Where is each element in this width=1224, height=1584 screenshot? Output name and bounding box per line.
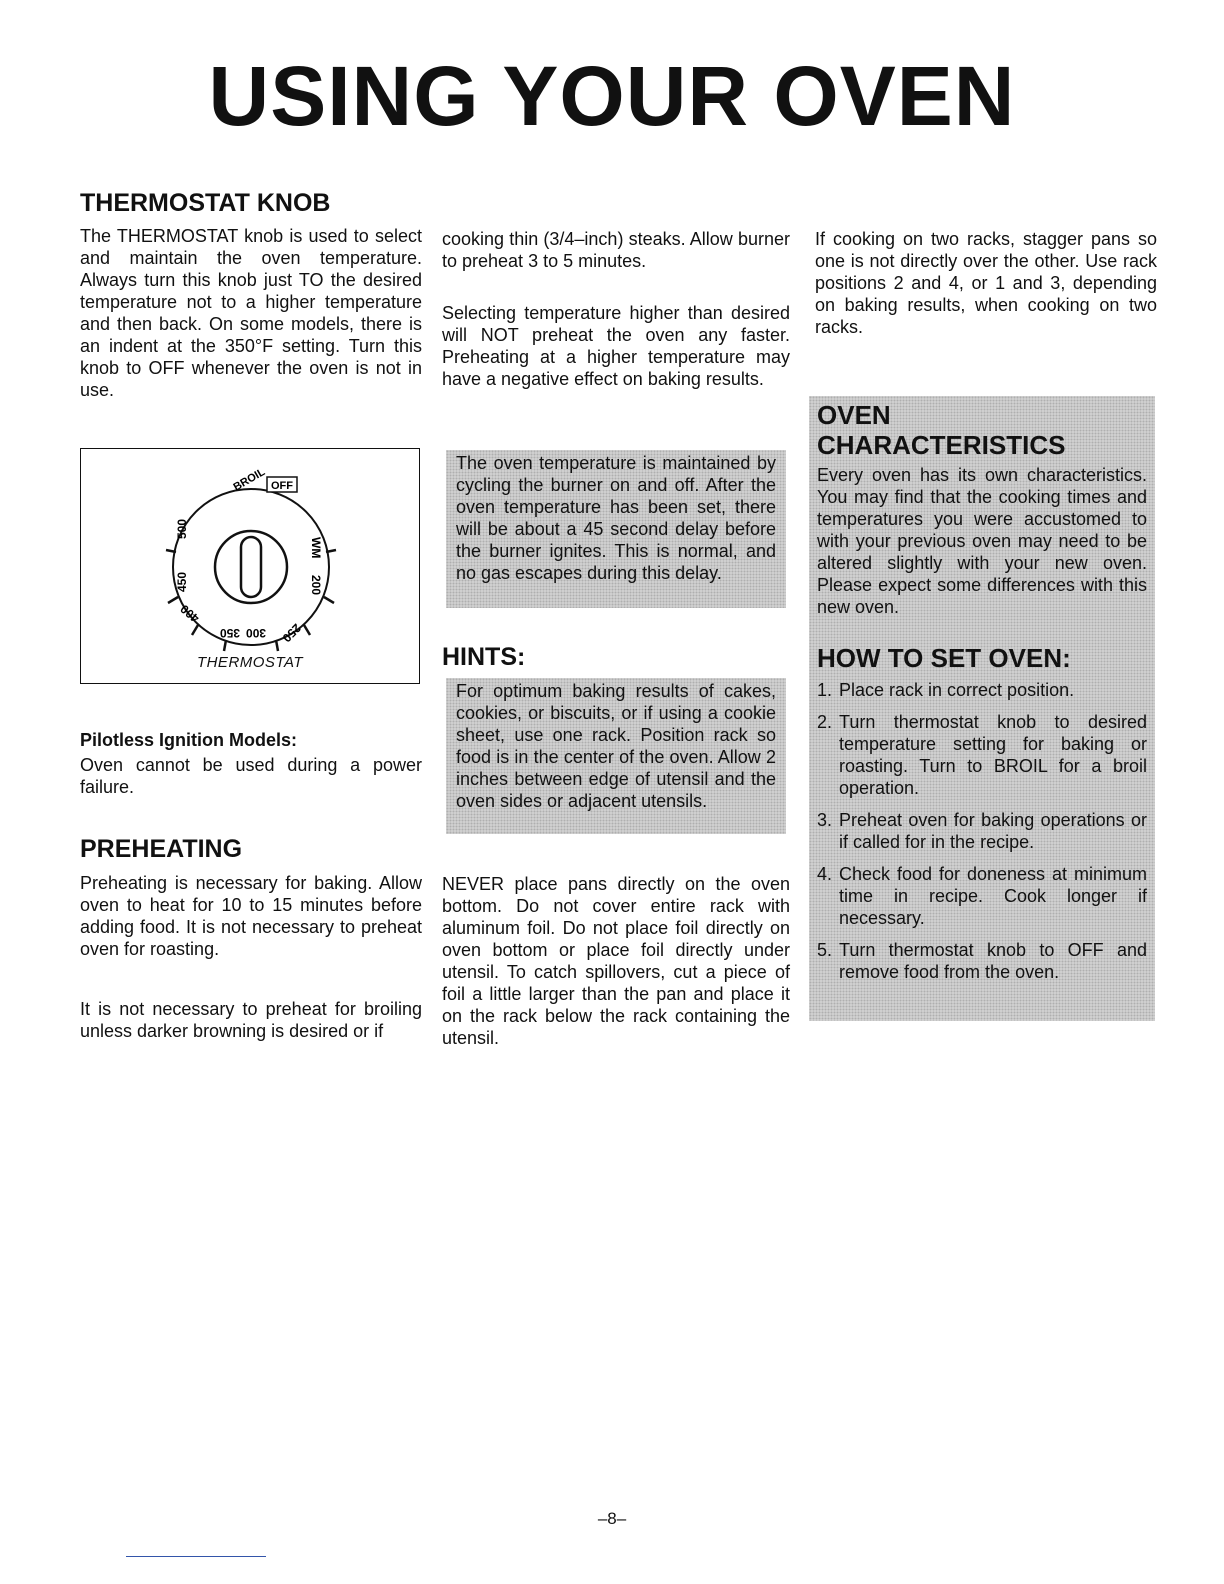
figure-caption: THERMOSTAT xyxy=(196,654,304,671)
pilotless-paragraph: Oven cannot be used during a power failure. xyxy=(80,755,422,797)
hints-text: For optimum baking results of cakes, cookies, or biscuits, or if using a cookie sheet, use one rack. Position rack so food is in the center of the oven. Allow 2 inches between edge of utensil and the oven sides or adjacent utensils. xyxy=(456,681,776,811)
preheating-paragraph-1: Preheating is necessary for baking. Allow oven to heat for 10 to 15 minutes before adding food. It is not necessary to preheat oven for roasting. xyxy=(80,872,422,959)
knob-grip xyxy=(241,537,261,597)
preheating-heading: PREHEATING xyxy=(80,835,243,863)
step-3: 3. Preheat oven for baking operations or if called for in the recipe. xyxy=(817,809,1147,852)
dial-label-200: 200 xyxy=(309,575,323,596)
col3-paragraph-1: If cooking on two racks, stagger pans so one is not directly over the other. Use rack positions 2 and 4, or 1 and 3, depending on baking results, when cooking on two racks. xyxy=(815,229,1157,337)
col2-paragraph-1: cooking thin (3/4–inch) steaks. Allow burner to preheat 3 to 5 minutes. xyxy=(442,229,790,271)
col2-paragraph-2: Selecting temperature higher than desired will NOT preheat the oven any faster. Preheating at a higher temperature may have a negative effect on baking results. xyxy=(442,303,790,389)
dial-label-wm: WM xyxy=(309,537,323,559)
never-section xyxy=(442,873,790,1049)
footer-rule xyxy=(126,1556,266,1557)
thermostat-figure xyxy=(80,448,420,684)
dial-label-off: OFF xyxy=(271,480,293,492)
temperature-note-box xyxy=(446,450,786,608)
temperature-note: The oven temperature is maintained by cycling the burner on and off. After the oven temperature has been set, there will be about a 45 second delay before the burner ignites. This is normal, and no gas escapes during this delay. xyxy=(456,453,776,583)
dial-label-broil: BROIL xyxy=(231,466,268,494)
dial-label-300: 300 xyxy=(245,626,266,640)
hints-box xyxy=(446,678,786,834)
step-4: 4. Check food for doneness at minimum time in recipe. Cook longer if necessary. xyxy=(817,863,1147,928)
oven-info-box xyxy=(809,396,1155,1021)
hints-section xyxy=(442,644,790,672)
page-number: –8– xyxy=(597,1509,627,1528)
characteristics-heading-line2: CHARACTERISTICS xyxy=(817,430,1066,460)
preheating-section xyxy=(80,836,422,1042)
characteristics-heading-line1: OVEN xyxy=(817,400,891,430)
thermostat-paragraph: The THERMOSTAT knob is used to select and maintain the oven temperature. Always turn this knob just TO the desired temperature not to a higher temperature and then back. On some models, there is an indent at the 350°F setting. Turn this knob to OFF whenever the oven is not in use. xyxy=(80,225,422,400)
thermostat-section xyxy=(80,190,422,401)
dial-label-400: 400 xyxy=(177,601,202,626)
column-3-top xyxy=(815,228,1157,338)
never-paragraph: NEVER place pans directly on the oven bottom. Do not cover entire rack with aluminum foil. Do not place foil directly on oven bottom or place foil directly under utensil. To catch spillovers, cut a piece of foil a little larger than the pan and place it on the rack below the rack containing the utensil. xyxy=(442,874,790,1048)
preheating-paragraph-2: It is not necessary to preheat for broiling unless darker browning is desired or if xyxy=(80,998,422,1041)
dial-label-350: 350 xyxy=(219,626,240,640)
thermostat-heading: THERMOSTAT KNOB xyxy=(80,189,331,217)
page-title: USING YOUR OVEN xyxy=(208,49,1016,143)
step-1: 1. Place rack in correct position. xyxy=(817,679,1075,700)
pilotless-heading: Pilotless Ignition Models: xyxy=(80,730,298,750)
how-to-set-heading: HOW TO SET OVEN: xyxy=(817,643,1071,673)
how-to-set-steps xyxy=(809,679,1155,983)
step-5: 5. Turn thermostat knob to OFF and remove food from the oven. xyxy=(817,939,1147,982)
dial-label-500: 500 xyxy=(175,518,189,539)
column-2-top xyxy=(442,228,790,390)
hints-heading: HINTS: xyxy=(442,643,526,671)
step-2: 2. Turn thermostat knob to desired temperature setting for baking or roasting. Turn to BROIL for a broil operation. xyxy=(817,711,1147,798)
dial-label-450: 450 xyxy=(175,571,189,592)
dial-label-250: 250 xyxy=(279,620,304,645)
thermostat-knob-icon xyxy=(156,457,346,653)
characteristics-text: Every oven has its own characteristics. You may find that the cooking times and temperatures you were accustomed to with your previous oven may need to be altered slightly with your new oven. Please expect some differences with this new oven. xyxy=(817,465,1147,617)
pilotless-section xyxy=(80,729,422,798)
